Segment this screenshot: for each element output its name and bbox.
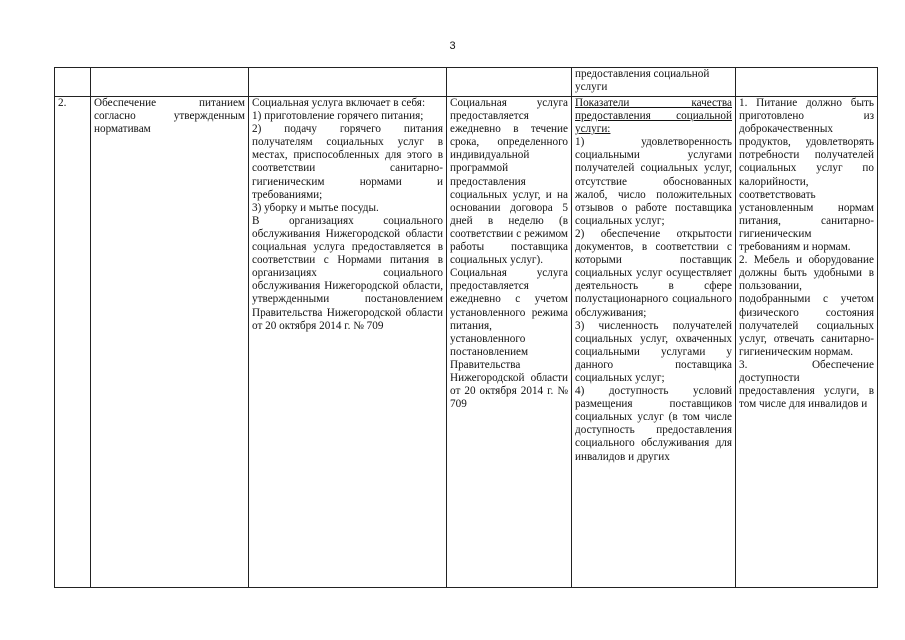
term-part-2: Социальная услуга предоставляется ежедневно с учетом установленного режима питания, установленного постановлением Правительства Нижегородской области от 20 октября 2014 г. № 709: [450, 267, 568, 411]
cell-conditions-empty: [736, 68, 878, 97]
cell-indicators-continued: [572, 68, 736, 97]
cell-conditions: [736, 97, 878, 588]
table-row: [55, 97, 878, 588]
cell-name-empty: [91, 68, 249, 97]
cell-indicators: [572, 97, 736, 588]
indicator-item-2: 2) обеспечение открытости документов, в соответствии с которыми поставщик социальных услуг осуществляет деятельность в сфере полустационарного социального обслуживания;: [575, 227, 732, 319]
condition-item-2: 2. Мебель и оборудование должны быть удобными в пользовании, подобранными с учетом физического состояния получателей социальных услуг, отвечать санитарно-гигиеническим нормам.: [739, 254, 874, 358]
row-number: 2.: [58, 97, 67, 109]
content-note: В организациях социального обслуживания Нижегородской области социальная услуга предоставляется в соответствии с Нормами питания в организациях социального обслуживания Нижегородской области, утвержденными постановлением Правительства Нижегородской области от 20 октября 2014 г. № 709: [252, 214, 443, 332]
indicators-heading: Показатели качества предоставления социальной услуги:: [575, 97, 732, 136]
page-number: 3: [449, 40, 456, 52]
cell-term-empty: [447, 68, 572, 97]
content-item-1: 1) приготовление горячего питания;: [252, 110, 424, 123]
cell-term: [447, 97, 572, 588]
table-row-continuation: [55, 68, 878, 97]
cell-row-number: [55, 97, 91, 588]
services-table: [54, 67, 878, 588]
service-name: Обеспечение питанием согласно утвержденным нормативам: [94, 97, 245, 136]
content-item-3: 3) уборку и мытье посуды.: [252, 201, 379, 214]
indicator-item-1: 1) удовлетворенность социальными услугами получателей социальных услуг, отсутствие обоснованных жалоб, число положительных отзывов о работе поставщика социальных услуг;: [575, 136, 732, 227]
cell-service-content: [249, 97, 447, 588]
indicator-item-4: 4) доступность условий размещения поставщиков социальных услуг (в том числе доступность предоставления социального обслуживания для инвалидов и других: [575, 385, 732, 463]
cell-service-name: [91, 97, 249, 588]
indicators-continued-text: предоставления социальной услуги: [575, 68, 710, 94]
condition-item-1: 1. Питание должно быть приготовлено из доброкачественных продуктов, удовлетворять потребности получателей социальных услуг по калорийности, соответствовать установленным нормам питания, санитарно-гигиеническим требованиям и нормам.: [739, 97, 874, 254]
content-intro: Социальная услуга включает в себя:: [252, 97, 426, 109]
indicator-item-3: 3) численность получателей социальных услуг, охваченных социальными услугами у данного поставщика социальных услуг;: [575, 319, 732, 384]
content-item-2: 2) подачу горячего питания получателям социальных услуг в местах, приспособленных для этого в соответствии санитарно-гигиеническим нормами и требованиями;: [252, 123, 443, 201]
term-part-1: Социальная услуга предоставляется ежедневно в течение срока, определенного индивидуальной программой предоставления социальных услуг, и на основании договора 5 дней в неделю (в соответствии с режимом работы поставщика социальных услуг).: [450, 97, 568, 267]
condition-item-3: 3. Обеспечение доступности предоставления услуги, в том числе для инвалидов и: [739, 358, 874, 411]
cell-content-empty: [249, 68, 447, 97]
cell-number-empty: [55, 68, 91, 97]
